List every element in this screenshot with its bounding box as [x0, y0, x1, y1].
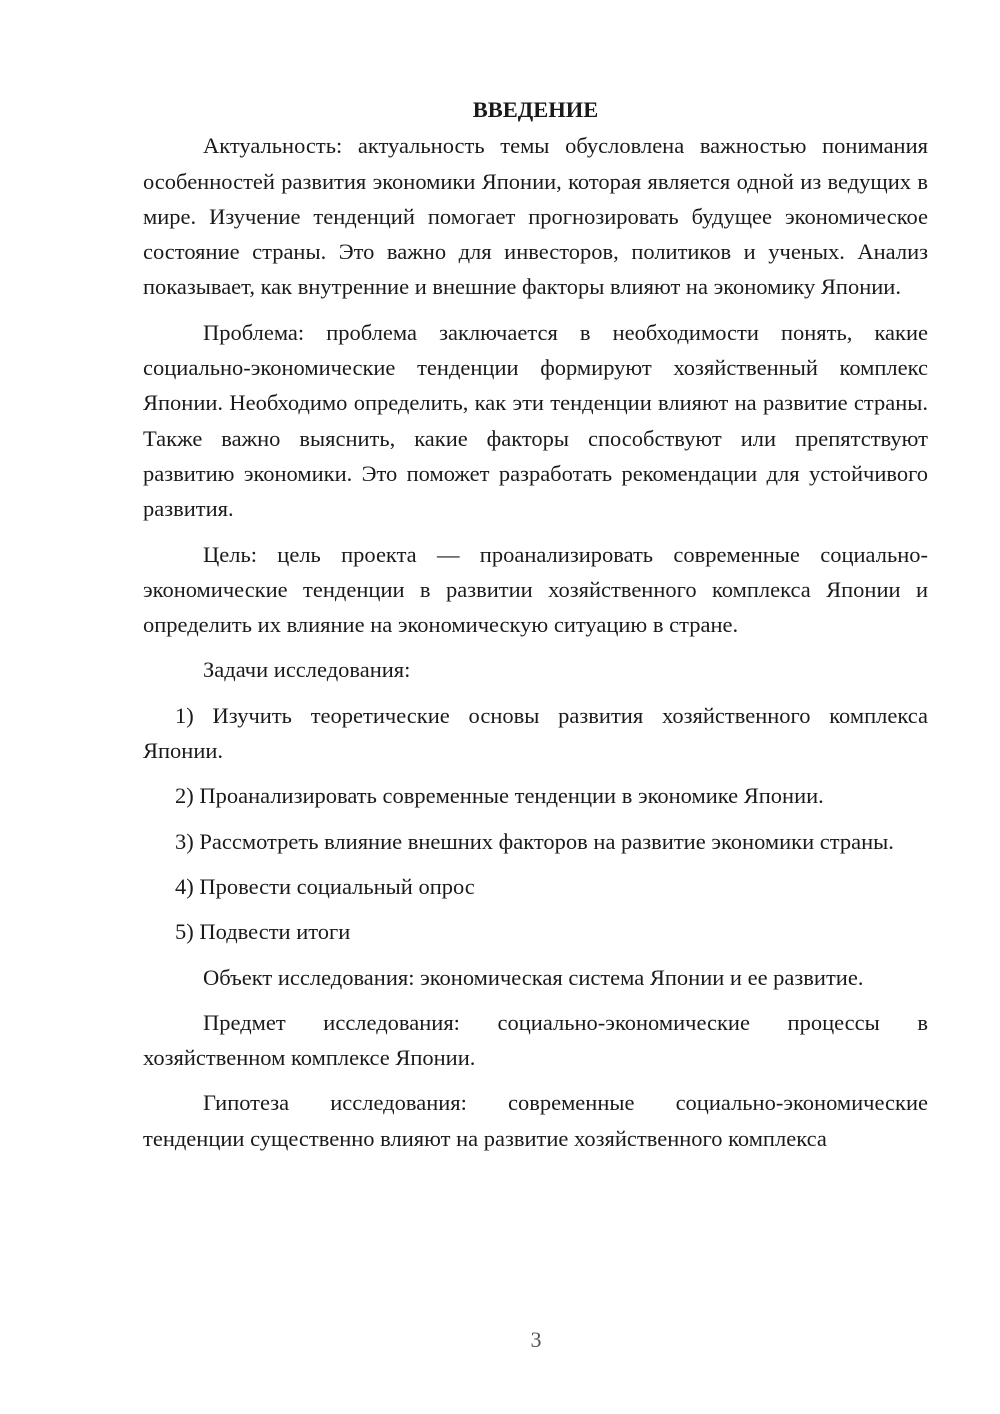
paragraph-problem: Проблема: проблема заключается в необходимости понять, какие социально-экономические тенденции формируют хозяйственный комплекс Японии. Необходимо определить, как эти тенденции влияют на развитие страны. Также важно выяснить, какие факторы способствуют или препятствуют развитию экономики. Это поможет разработать рекомендации для устойчивого развития. — [143, 319, 928, 522]
task-item-5: 5) Подвести итоги — [175, 919, 351, 945]
paragraph-object: Объект исследования: экономическая система Японии и ее развитие. — [203, 964, 864, 990]
task-item-4: 4) Провести социальный опрос — [175, 873, 475, 899]
paragraph-tasks-heading: Задачи исследования: — [203, 657, 411, 683]
paragraph-goal: Цель: цель проекта — проанализировать современные социально-экономические тенденции в развитии хозяйственного комплекса Японии и определить их влияние на экономическую ситуацию в стране. — [143, 541, 928, 638]
paragraph-subject: Предмет исследования: социально-экономические процессы в хозяйственном комплексе Японии. — [143, 1009, 928, 1071]
task-item-2: 2) Проанализировать современные тенденции в экономике Японии. — [175, 783, 824, 809]
task-item-3: 3) Рассмотреть влияние внешних факторов на развитие экономики страны. — [175, 828, 894, 854]
page-content — [143, 92, 928, 1166]
page-number: 3 — [530, 1327, 542, 1352]
paragraph-relevance: Актуальность: актуальность темы обусловлена важностью понимания особенностей развития экономики Японии, которая является одной из ведущих в мире. Изучение тенденций помогает прогнозировать будущее экономическое состояние страны. Это важно для инвесторов, политиков и ученых. Анализ показывает, как внутренние и внешние факторы влияют на экономику Японии. — [143, 133, 928, 300]
section-title: ВВЕДЕНИЕ — [472, 97, 599, 122]
task-item-1: 1) Изучить теоретические основы развития хозяйственного комплекса Японии. — [143, 702, 928, 764]
paragraph-hypothesis: Гипотеза исследования: современные социально-экономические тенденции существенно влияют на развитие хозяйственного комплекса — [143, 1090, 928, 1151]
